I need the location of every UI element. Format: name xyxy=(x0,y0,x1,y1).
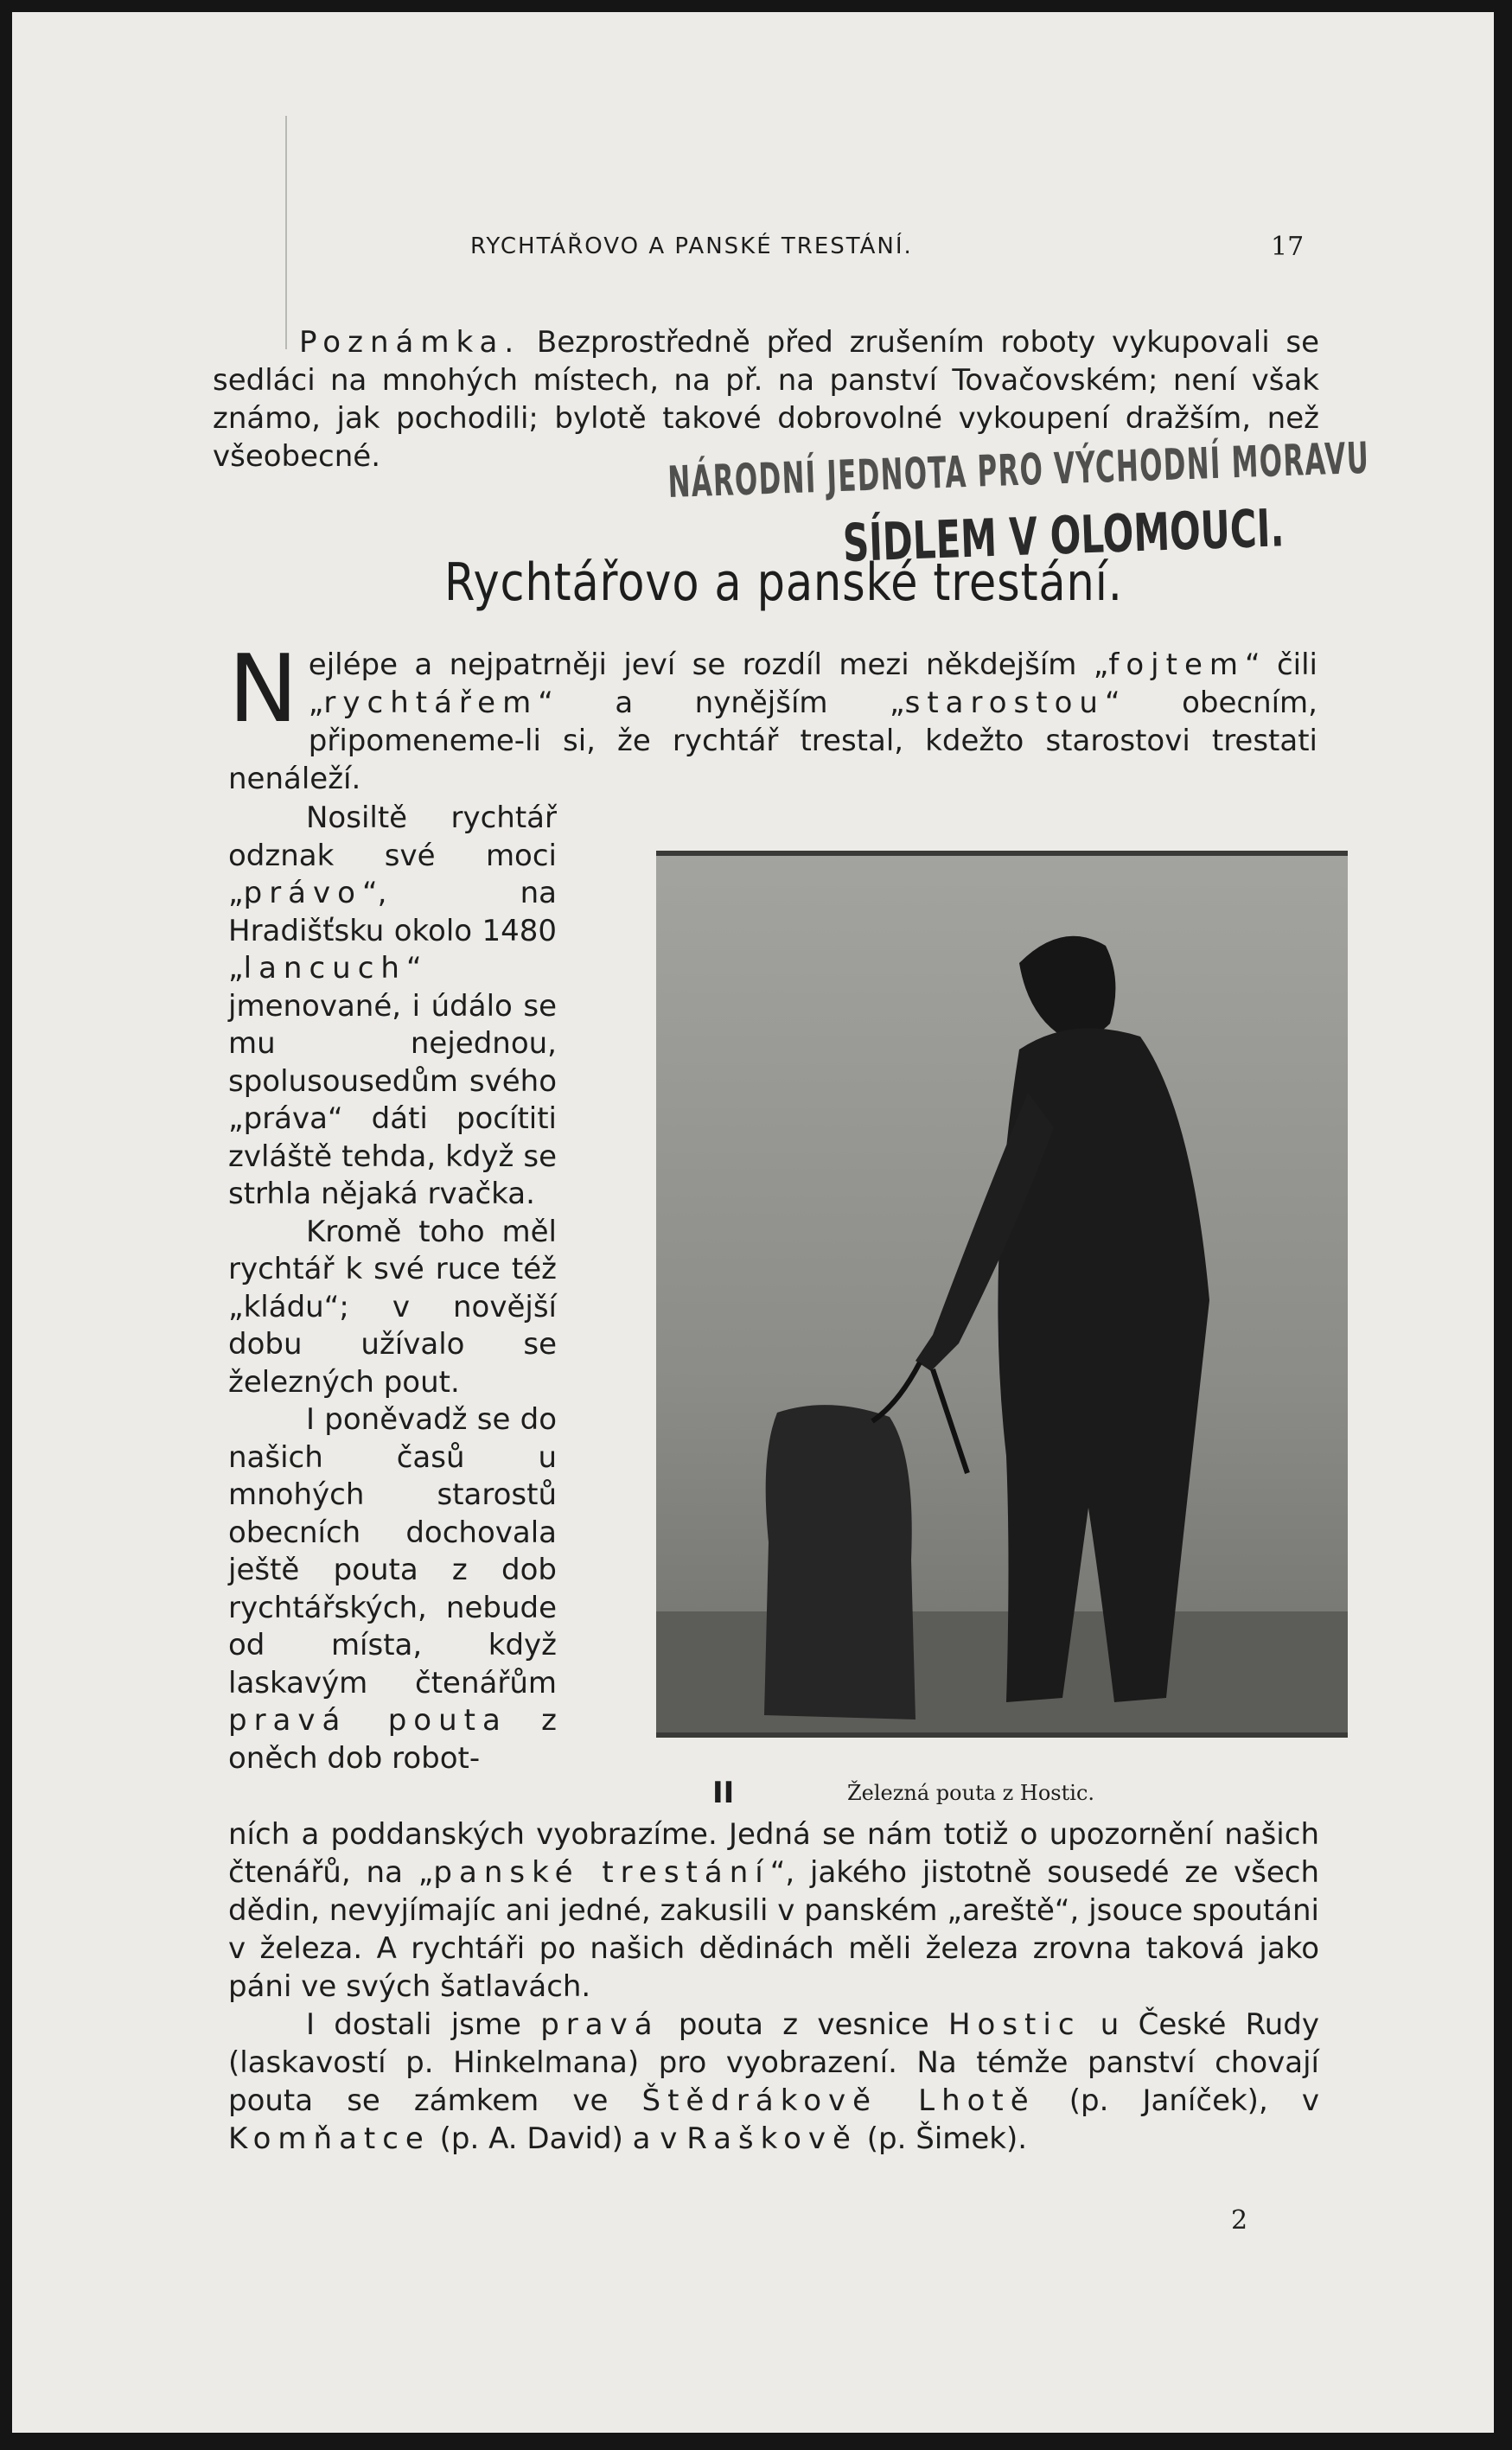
drop-cap: N xyxy=(228,635,298,743)
term-prava: pravá xyxy=(540,2007,660,2042)
wide-text: ních a poddanských vyobrazíme. Jedná se nám totiž o upozornění našich čtenářů, na „ xyxy=(228,1817,1319,1890)
term-komnatce: Komňatce xyxy=(228,2121,431,2156)
tree-stump xyxy=(764,1405,915,1719)
term-rychtarem: rychtářem xyxy=(323,686,539,720)
photograph-man-with-shackles xyxy=(656,851,1348,1738)
photograph-drawing xyxy=(656,851,1348,1738)
wide-paragraph-2 xyxy=(228,2006,1319,2158)
scan-artifact-line xyxy=(285,116,287,349)
wide-text: u České Rudy (laskavostí p. Hinkelmana) pro vyobrazení. Na témže panství chovají pouta se zámkem ve xyxy=(228,2007,1319,2118)
signature-mark: 2 xyxy=(1231,2205,1248,2236)
wide-paragraph-1 xyxy=(228,1815,1319,2006)
book-page xyxy=(12,12,1494,2433)
narrow-column xyxy=(228,800,557,1777)
wide-text: (p. Šimek). xyxy=(857,2121,1028,2156)
figure-caption: Železná pouta z Hostic. xyxy=(847,1781,1095,1805)
narrow-text: I poněvadž se do našich časů u mnohých starostů obecních dochovala ještě pouta z dob rychtářských, nebude od místa, když laskavým čtenářům xyxy=(228,1402,557,1700)
chapter-title: Rychtářovo a panské trestání. xyxy=(444,552,1123,613)
wide-text: “, jakého jistotně sousedé ze všech dědin, nevyjímajíc ani jedné, zakusili v panském „areště“, jsouce spoutáni v železa. A rychtáři po našich dědinách měli železa zrovna taková jako páni ve svých šatlavách. xyxy=(228,1855,1320,2004)
intro-text-1: ejlépe a nejpatrněji jeví se rozdíl mezi někdejším „ xyxy=(308,648,1109,682)
intro-text-2: “ čili „ xyxy=(308,648,1317,720)
intro-text-3: “ a nynějším „ xyxy=(538,686,905,720)
wide-text: pouta z vesnice xyxy=(659,2007,948,2042)
page-number: 17 xyxy=(1271,232,1305,262)
term-pravo: právo xyxy=(243,876,362,910)
term-prava-pouta: pravá pouta xyxy=(228,1703,507,1738)
wide-text: (p. A. David) a v xyxy=(430,2121,687,2156)
term-panske-trestani: panské trestání xyxy=(433,1855,770,1890)
narrow-paragraph-1 xyxy=(228,800,557,1214)
narrow-text: “ jmenované, i údálo se mu nejednou, spolusousedům svého „práva“ dáti pocítiti zvláště tehda, když se strhla nějaká rvačka. xyxy=(228,951,557,1211)
term-hostic: Hostic xyxy=(947,2007,1081,2042)
narrow-paragraph-3 xyxy=(228,1401,557,1777)
wide-text: I dostali jsme xyxy=(306,2007,541,2042)
term-stedrakove-lhote: Štědrákově Lhotě xyxy=(641,2083,1036,2118)
narrow-text: z oněch dob robot- xyxy=(228,1703,557,1776)
term-fojtem: fojtem xyxy=(1108,648,1245,682)
note-label: Poznámka. xyxy=(299,325,521,360)
intro-paragraph xyxy=(228,635,1317,798)
narrow-paragraph-2: Kromě toho měl rychtář k své ruce též „kládu“; v novější dobu užívalo se železných pout. xyxy=(228,1214,557,1400)
wide-column xyxy=(228,1815,1319,2158)
term-lancuch: lancuch xyxy=(243,951,406,986)
stamp-line-2: SÍDLEM V OLOMOUCI. xyxy=(841,498,1286,574)
note-text: Bezprostředně před zrušením roboty vykupovali se sedláci na mnohých místech, na př. na panství Tovačovském; není však známo, jak pochodili; bylotě takové dobrovolné vykoupení dražším, než všeobecné. xyxy=(213,325,1320,474)
photo-ground xyxy=(656,1611,1348,1738)
narrow-text: Nosiltě rychtář odznak své moci „ xyxy=(228,801,557,910)
running-head: RYCHTÁŘOVO A PANSKÉ TRESTÁNÍ. xyxy=(470,233,913,259)
narrow-text: “, na Hradišťsku okolo 1480 „ xyxy=(228,876,557,986)
intro-text-4: “ obecním, připomeneme-li si, že rychtář trestal, kdežto starostovi trestati nenáleží. xyxy=(228,686,1317,796)
term-starostou: starostou xyxy=(904,686,1105,720)
stamp-line-1: NÁRODNÍ JEDNOTA PRO VÝCHODNÍ MORAVU xyxy=(667,432,1371,508)
figure-number: II xyxy=(712,1776,735,1810)
term-raskove: Raškově xyxy=(686,2121,858,2156)
figure-caption-row xyxy=(712,1776,1317,1810)
wide-text: (p. Janíček), v xyxy=(1035,2083,1319,2118)
